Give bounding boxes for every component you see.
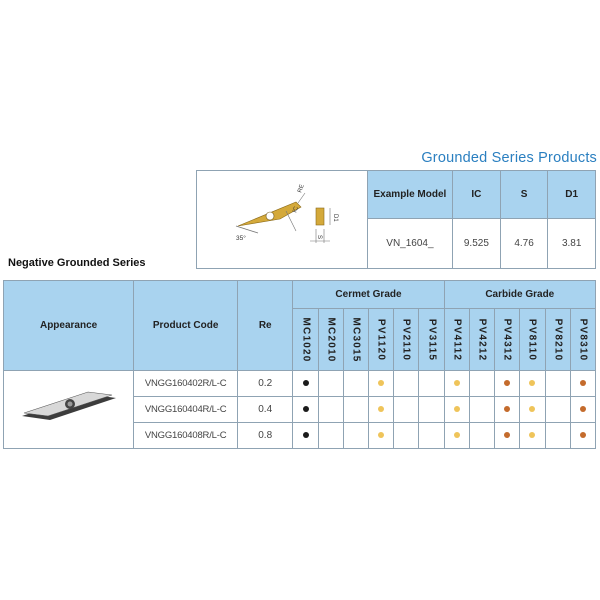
series-title: Grounded Series Products [421, 150, 597, 166]
brown-dot-icon [580, 380, 586, 386]
insert-appearance-image [14, 386, 124, 430]
yellow-dot-icon [378, 432, 384, 438]
grade-mark-cell [469, 371, 494, 397]
grade-column-header: PV1120 [368, 309, 393, 371]
re-label: RE [297, 183, 306, 194]
brown-dot-icon [504, 432, 510, 438]
yellow-dot-icon [378, 406, 384, 412]
grade-mark-cell [570, 397, 595, 423]
yellow-dot-icon [529, 432, 535, 438]
re-value: 0.8 [238, 423, 293, 449]
grade-mark-cell [570, 423, 595, 449]
yellow-dot-icon [378, 380, 384, 386]
insert-drawing-cell [197, 171, 368, 269]
yellow-dot-icon [529, 406, 535, 412]
insert-dimension-drawing [198, 171, 366, 265]
grade-mark-cell [494, 371, 519, 397]
grade-column-header: MC3015 [343, 309, 368, 371]
angle-label: 35° [235, 235, 246, 242]
grade-column-header: PV4112 [444, 309, 469, 371]
grade-table [3, 280, 596, 449]
grade-mark-cell [469, 397, 494, 423]
grade-column-header: PV8310 [570, 309, 595, 371]
example-model-value: VN_1604_ [367, 219, 452, 269]
ic-header: IC [452, 171, 500, 219]
s-header: S [500, 171, 548, 219]
black-dot-icon [303, 432, 309, 438]
yellow-dot-icon [454, 432, 460, 438]
grade-mark-cell [494, 423, 519, 449]
grade-mark-cell [520, 397, 545, 423]
cermet-grade-header: Cermet Grade [293, 281, 444, 309]
ic-label: IC [292, 205, 300, 214]
appearance-cell [4, 371, 134, 449]
grade-mark-cell [394, 423, 419, 449]
grade-mark-cell [368, 423, 393, 449]
yellow-dot-icon [529, 380, 535, 386]
grade-mark-cell [444, 423, 469, 449]
grade-column-header: PV8110 [520, 309, 545, 371]
section-title: Negative Grounded Series [8, 257, 146, 269]
grade-mark-cell [444, 371, 469, 397]
grade-mark-cell [318, 423, 343, 449]
grade-mark-cell [394, 397, 419, 423]
grade-column-header: PV2110 [394, 309, 419, 371]
brown-dot-icon [580, 406, 586, 412]
grade-mark-cell [343, 423, 368, 449]
brown-dot-icon [580, 432, 586, 438]
grade-mark-cell [343, 397, 368, 423]
grade-mark-cell [368, 371, 393, 397]
d1-header: D1 [548, 171, 596, 219]
grade-mark-cell [368, 397, 393, 423]
grade-mark-cell [520, 423, 545, 449]
grade-mark-cell [545, 423, 570, 449]
insert-hole-icon [266, 212, 274, 220]
grade-mark-cell [444, 397, 469, 423]
grade-column-header: PV4212 [469, 309, 494, 371]
grade-mark-cell [293, 371, 318, 397]
brown-dot-icon [504, 380, 510, 386]
appearance-header: Appearance [4, 281, 134, 371]
grade-mark-cell [419, 397, 444, 423]
grade-mark-cell [293, 423, 318, 449]
brown-dot-icon [504, 406, 510, 412]
grade-mark-cell [419, 371, 444, 397]
insert-side-view-shape [316, 208, 324, 225]
grade-column-header: MC2010 [318, 309, 343, 371]
d1-value: 3.81 [548, 219, 596, 269]
s-value: 4.76 [500, 219, 548, 269]
grade-mark-cell [570, 371, 595, 397]
grade-mark-cell [318, 371, 343, 397]
product-code: VNGG160408R/L-C [134, 423, 238, 449]
re-value: 0.2 [238, 371, 293, 397]
yellow-dot-icon [454, 380, 460, 386]
grade-column-header: PV8210 [545, 309, 570, 371]
grade-column-header: MC1020 [293, 309, 318, 371]
grade-mark-cell [545, 397, 570, 423]
grade-mark-cell [343, 371, 368, 397]
product-code: VNGG160402R/L-C [134, 371, 238, 397]
d1-label: D1 [331, 214, 338, 222]
grade-mark-cell [394, 371, 419, 397]
table-row [4, 371, 596, 397]
example-model-table [196, 170, 596, 269]
yellow-dot-icon [454, 406, 460, 412]
example-model-header: Example Model [367, 171, 452, 219]
re-header: Re [238, 281, 293, 371]
black-dot-icon [303, 380, 309, 386]
grade-mark-cell [318, 397, 343, 423]
grade-mark-cell [419, 423, 444, 449]
grade-mark-cell [494, 397, 519, 423]
product-code: VNGG160404R/L-C [134, 397, 238, 423]
grade-column-header: PV3115 [419, 309, 444, 371]
grade-mark-cell [520, 371, 545, 397]
black-dot-icon [303, 406, 309, 412]
ic-value: 9.525 [452, 219, 500, 269]
grade-mark-cell [469, 423, 494, 449]
re-value: 0.4 [238, 397, 293, 423]
carbide-grade-header: Carbide Grade [444, 281, 595, 309]
product-code-header: Product Code [134, 281, 238, 371]
s-label: S [315, 235, 322, 240]
grade-column-header: PV4312 [494, 309, 519, 371]
grade-mark-cell [545, 371, 570, 397]
grade-mark-cell [293, 397, 318, 423]
